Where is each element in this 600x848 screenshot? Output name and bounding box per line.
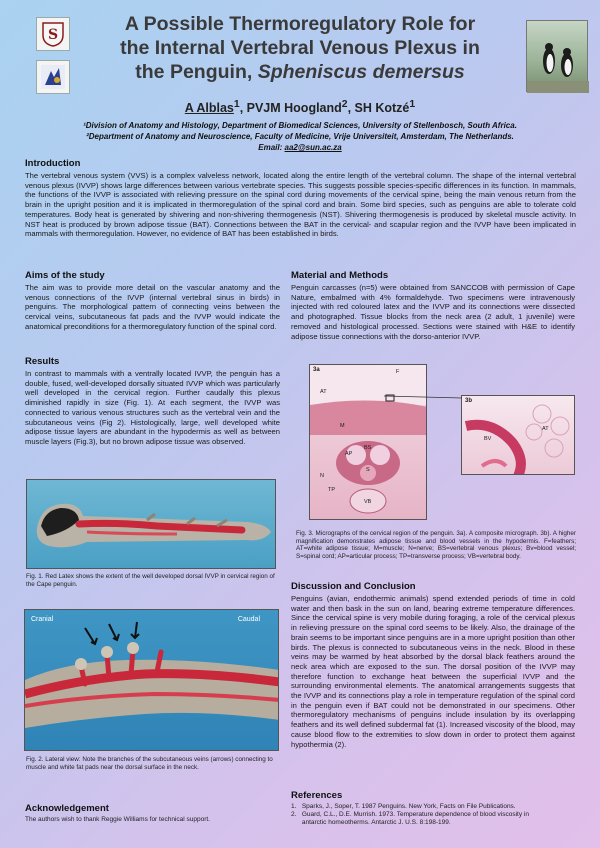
presenting-author: A Alblas <box>184 101 234 116</box>
discussion-heading: Discussion and Conclusion <box>291 581 416 592</box>
introduction-heading: Introduction <box>25 158 81 169</box>
penguin-icon <box>527 21 589 93</box>
figure-1-image <box>26 479 276 569</box>
email-label: Email: <box>258 143 283 152</box>
label-vb: VB <box>364 499 372 505</box>
label-ap: AP <box>345 451 353 457</box>
label-bs: BS <box>364 445 372 451</box>
results-heading: Results <box>25 356 60 367</box>
acknowledgement-section <box>25 803 285 824</box>
aims-section <box>25 270 280 332</box>
reference-1: 1. Sparks, J., Soper, T. 1987 Penguins. New York, Facts on File Publications. <box>291 803 516 810</box>
vrije-universiteit-logo <box>36 60 70 94</box>
figure-3b-micrograph <box>461 395 575 475</box>
methods-section <box>291 270 575 341</box>
email-link[interactable]: aa2@sun.ac.za <box>284 143 342 152</box>
fig3b-label: 3b <box>465 398 473 404</box>
shield-icon <box>39 20 67 48</box>
methods-heading: Material and Methods <box>291 270 389 281</box>
author2-affil-mark: 2 <box>341 99 348 110</box>
label-n: N <box>320 473 324 479</box>
reference-2: 2. Guard, C.L., D.E. Murrish. 1973. Temperature dependence of blood viscosity in <box>291 811 529 818</box>
affiliation-1: ¹Division of Anatomy and Histology, Department of Biomedical Sciences, University of Stellenbosch, South Africa. <box>83 121 517 130</box>
label-s: S <box>366 467 370 473</box>
penguin-colony-photo <box>526 20 588 92</box>
label-f: F <box>396 369 400 375</box>
cranial-label: Cranial <box>31 616 54 623</box>
figure-1-caption: Fig. 1. Red Latex shows the extent of the well developed dorsal IVVP in cervical region of the Cape penguin. <box>26 573 275 588</box>
author-2: , PVJM Hoogland <box>239 101 342 116</box>
histology-composite-icon <box>310 365 427 520</box>
label-at-3b: AT <box>542 426 549 432</box>
results-section <box>25 356 280 447</box>
affiliations <box>20 120 580 153</box>
author3-affil-mark: 1 <box>409 99 416 110</box>
references-heading: References <box>291 790 343 801</box>
label-bv: BV <box>484 436 492 442</box>
title-line-3-plain: the Penguin, <box>135 61 253 83</box>
introduction-text: The vertebral venous system (VVS) is a complex valveless network, located along the entire length of the vertebral column. The shape of the internal vertebral venous plexus (IVVP) shows large differences between various vertebrate species. This suggests possible species-specific differences in its function. In mammals, the functions of the IVVP is associated with relieving pressure on the spinal cord during movements of the cervical spine, being the main venous return from the brain in the upright position and it is implicated in thermoregulation of the spinal cord and brain. Some bird species, such as penguins are able to tolerate cold temperatures. Body heat is generated by shivering and non-shivering thermogenesis (NST). Shivering thermogenesis is produced by skeletal muscle activity. In NST heat is produced by brown adipose tissue (BAT). Connections between the BAT in the cervical- and scapular region and the IVVP have been implicated in mammals with thermoregulation. However, no evidence of BAT has been established in birds. <box>25 171 576 239</box>
aims-text: The aim was to provide more detail on the vascular anatomy and the venous connections of the IVVP (internal vertebral sinus in birds) in penguins. The morphological pattern of connecting veins between the cervical veins, subcutaneous fat pads and the IVVP would indicate the anatomical preconditions for a thermoregulatory function of the spinal cord. <box>25 283 280 331</box>
acknowledgement-heading: Acknowledgement <box>25 803 109 814</box>
results-text: In contrast to mammals with a ventrally located IVVP, the penguin has a double, fused, well-developed dorsally situated IVVP which was particularly well developed in the cervical region. Further caudally this plexus diminished rapidly in size (Fig. 1). At each segment, the IVVP was connected to various venous structures such as the vertebral vein and the subcutaneous veins (Fig 2). Histologically, large, well developed white adipose tissue layers are abundant in the hypodermis as well as between muscle layers (Fig.3), but no brown adipose tissue was observed. <box>25 369 280 446</box>
figure-2-image <box>24 609 279 751</box>
figure-2-caption: Fig. 2. Lateral view: Note the branches of the subcutaneous veins (arrows) connecting to muscle and white fat pads near the dorsal surface in the neck. <box>26 756 273 771</box>
adipose-tissue-icon <box>462 396 575 475</box>
magnification-pointer <box>380 392 466 416</box>
poster-title <box>85 12 515 84</box>
discussion-text: Penguins (avian, endothermic animals) spend extended periods of time in cold water and then bask in the sun on land, bearing extreme temperature differences. Since the cervical spine is very mobile during foraging, a role of the cervical plexus in relieving pressure on the spinal cord seems to be likely. Also, the drainage of the brain seems to be important since penguins are in a more upright position than other birds. The plexus is connected to subcutaneous veins in the neck. Blood in these veins may be warmed by heat absorbed by the dorsal black feathers around the neck area which are exposed to the sun. The dorsal position of the IVVP may therefore function to exchange heat between the superficial IVVP and the surrounding environmental elements. The anatomical arrangements suggests that the IVVP and its connections play a role in temperature regulation of the spinal cord in the penguin even if BAT could not be demonstrated in our specimens. Other thermoregulatory mechanisms of penguins include insulation by its overlapping feathers and its well defined subdermal fat (1). Increased viscosity of the blood, may cause blood flow to the extremities to slow down in order to protect them against hypothermia (2). <box>291 594 575 749</box>
label-m: M <box>340 423 345 429</box>
email-line <box>20 142 580 153</box>
introduction-section <box>25 158 576 239</box>
author-3: , SH Kotzé <box>347 101 410 116</box>
title-line-2: the Internal Vertebral Venous Plexus in <box>120 37 480 59</box>
figure-3-caption: Fig. 3. Micrographs of the cervical region of the penguin. 3a). A composite micrograph. 3b). A higher magnification demonstrates adipose tissue and blood vessels in the hypodermis. F=feathers; AT=white adipose tissue; M=muscle; N=nerve; BS=vertebral venous plexus; Bv=blood vessel; S=spinal cord; AP=articular process; TP=transverse process; VB=vertebral body. <box>296 530 576 560</box>
fig3a-label: 3a <box>313 367 320 373</box>
label-at: AT <box>320 389 327 395</box>
figure-3a-micrograph <box>309 364 427 520</box>
methods-text: Penguin carcasses (n=5) were obtained from SANCCOB with permission of Cape Nature, embalmed with 4% formaldehyde. Two specimens were intravenously injected with red coloured latex and the IVVP and its connections were dissected and photographed. Tissue blocks from the neck area (2 adult, 1 juvenile) were removed and histological processed. Sections were stained with H&E to identify adipose tissue connections with the dorso-anterior IVVP. <box>291 283 575 341</box>
label-tp: TP <box>328 487 336 493</box>
latex-specimen-dorsal-icon <box>27 480 276 569</box>
title-line-3 <box>85 60 515 84</box>
author1-affil-mark: 1 <box>233 99 240 110</box>
caudal-label: Caudal <box>237 616 260 623</box>
acknowledgement-text: The authors wish to thank Reggie Williams for technical support. <box>25 816 210 823</box>
discussion-section <box>291 581 575 749</box>
latex-specimen-lateral-icon <box>25 610 279 751</box>
affiliation-2: ²Department of Anatomy and Neuroscience, Faculty of Medicine, Vrije Universiteit, Amsterdam, The Netherlands. <box>86 132 514 141</box>
reference-2-cont: antarctic homeotherms. Antarctic J. U.S. 8:198-199. <box>291 819 451 826</box>
species-name: Spheniscus demersus <box>257 61 465 83</box>
svg-text:S: S <box>47 27 59 43</box>
griffin-emblem-icon <box>39 63 67 91</box>
title-line-1: A Possible Thermoregulatory Role for <box>124 13 476 35</box>
author-list <box>0 99 600 115</box>
aims-heading: Aims of the study <box>25 270 105 281</box>
references-section <box>291 790 575 827</box>
university-stellenbosch-logo <box>36 17 70 51</box>
